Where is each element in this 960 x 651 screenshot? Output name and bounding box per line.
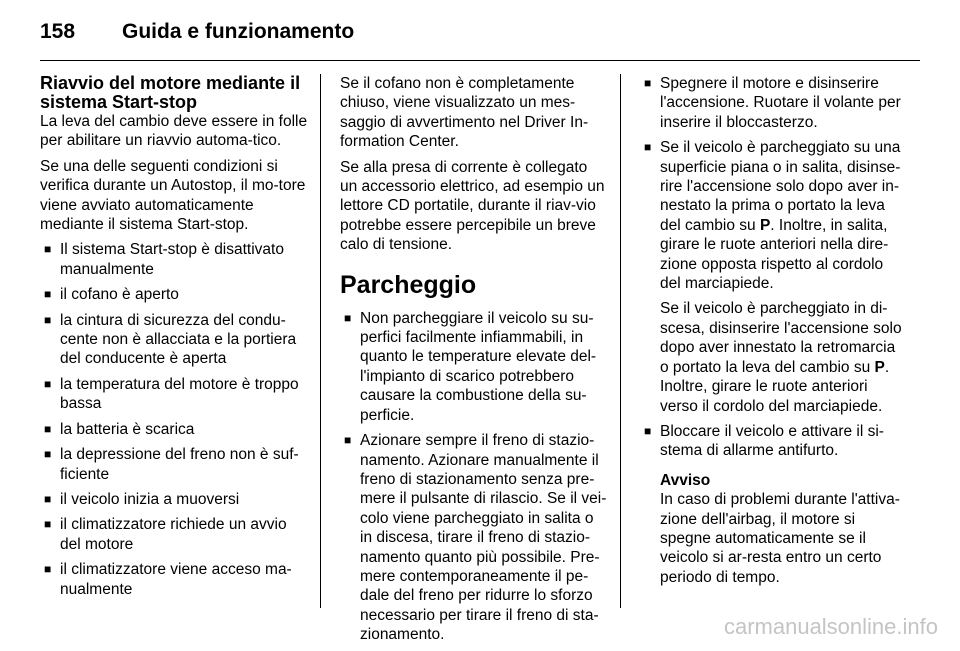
bullet-icon: ■ <box>44 562 52 577</box>
bullet-icon: ■ <box>644 76 652 90</box>
note-box <box>640 471 908 587</box>
bullet-icon: ■ <box>644 140 652 155</box>
section-heading: Parcheggio <box>340 270 477 299</box>
bullet-icon: ■ <box>44 312 52 327</box>
note-title: Avviso <box>660 471 711 489</box>
parking-list-continued <box>640 74 908 461</box>
paragraph: Se alla presa di corrente è collegato un accessorio elettrico, ad esempio un lettore CD portatile, durante il riav-vio potrebbe essere percepibile un breve calo di tensione. <box>340 158 605 254</box>
parking-list <box>340 309 608 645</box>
list-item: ■ il cofano è aperto <box>44 286 179 304</box>
section-heading: Riavvio del motore mediante il sistema Start-stop <box>40 73 301 112</box>
list-item: ■ il climatizzatore viene acceso ma-nualmente <box>44 561 292 598</box>
paragraph: Se il cofano non è completamente chiuso, viene visualizzato un mes-saggio di avvertimento nel Driver In-formation Center. <box>340 75 589 151</box>
bullet-icon: ■ <box>44 287 52 302</box>
column-1 <box>40 74 308 605</box>
list-item: ■ la cintura di sicurezza del condu-cente non è allacciata e la portiera del conducente è aperta <box>44 311 297 368</box>
header-rule <box>40 60 920 61</box>
paragraph: La leva del cambio deve essere in folle per abilitare un riavvio automa-tico. <box>40 113 308 150</box>
column-3 <box>640 74 908 593</box>
note-text: In caso di problemi durante l'attiva-zione dell'airbag, il motore si spegne automaticamente se il veicolo si ar-resta entro un certo periodo di tempo. <box>660 491 900 586</box>
bullet-icon: ■ <box>44 447 52 462</box>
bullet-icon: ■ <box>44 242 52 257</box>
list-item: ■ Se il veicolo è parcheggiato su una superficie piana o in salita, disinse-rire l'accensione solo dopo aver in-nestato la prima o portato la leva del cambio su P. Inoltre, in salita, girare le ruote anteriori nella dire-zione opposta rispetto al cordolo del marciapiede. Se il veicolo è parcheggiato in di-scesa, disinserire l'accensione solo dopo aver innestato la retromarcia o portato la leva del cambio su P. Inoltre, girare le ruote anteriori verso il cordolo del marciapiede. <box>640 138 908 416</box>
list-item: ■ Il sistema Start-stop è disattivato manualmente <box>44 241 284 278</box>
column-divider <box>620 74 621 608</box>
bullet-icon: ■ <box>44 421 52 436</box>
list-item: ■ Azionare sempre il freno di stazio-namento. Azionare manualmente il freno di stazionamento senza pre-mere il pulsante di rilascio. Se il vei-colo viene parcheggiato in salita o in discesa, tirare il freno di stazio-namento quanto più possibile. Pre-mere contemporaneamente il pe-dale del freno per ridurre lo sforzo necessario per tirare il freno di sta-zionamento. <box>344 432 607 644</box>
bullet-icon: ■ <box>44 491 52 506</box>
list-item: ■ Non parcheggiare il veicolo su su-perfici facilmente infiammabili, in quanto le temperature elevate del-l'impianto di scarico potrebbero causare la combustione della su-perficie. <box>344 309 597 424</box>
page-number: 158 <box>40 20 76 43</box>
column-2 <box>340 74 608 651</box>
list-item: ■ la batteria è scarica <box>44 420 195 438</box>
paragraph: Se una delle seguenti condizioni si verifica durante un Autostop, il mo-tore viene avviato automaticamente mediante il sistema Start-stop. <box>40 157 306 234</box>
paragraph: Se il veicolo è parcheggiato in di-scesa, disinserire l'accensione solo dopo aver innestato la retromarcia o portato la leva del cambio su P. Inoltre, girare le ruote anteriori verso il cordolo del marciapiede. <box>660 300 902 415</box>
list-item: ■ Bloccare il veicolo e attivare il si-stema di allarme antifurto. <box>644 422 884 460</box>
list-item: ■ il climatizzatore richiede un avvio del motore <box>44 516 287 553</box>
watermark: carmanualsonline.info <box>723 614 938 639</box>
bullet-icon: ■ <box>44 517 52 532</box>
section-title: Guida e funzionamento <box>122 20 355 43</box>
list-item: ■ il veicolo inizia a muoversi <box>44 490 240 508</box>
condition-list <box>40 240 308 599</box>
list-item: ■ la temperatura del motore è troppo bassa <box>44 375 299 413</box>
bullet-icon: ■ <box>344 310 352 325</box>
list-item: ■ la depressione del freno non è suf-ficiente <box>44 446 299 483</box>
bullet-icon: ■ <box>44 376 52 391</box>
column-divider <box>320 74 321 608</box>
bullet-icon: ■ <box>644 423 652 438</box>
page-header <box>40 14 920 54</box>
bullet-icon: ■ <box>344 433 352 448</box>
list-item: ■ Spegnere il motore e disinserire l'accensione. Ruotare il volante per inserire il bloccasterzo. <box>644 75 901 131</box>
